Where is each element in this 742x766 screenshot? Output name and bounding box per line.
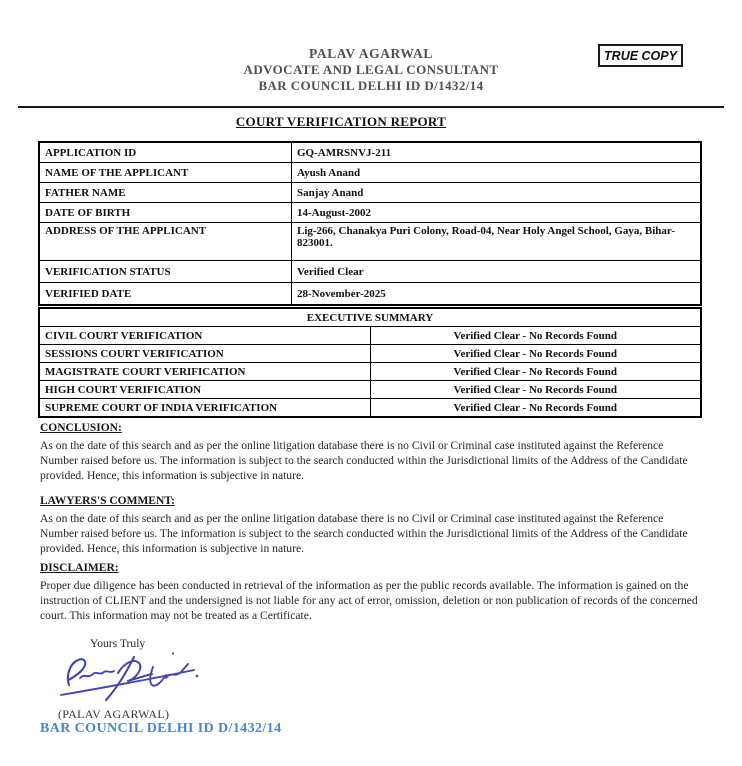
true-copy-stamp: TRUE COPY	[598, 44, 683, 67]
row-label: VERIFICATION STATUS	[39, 261, 292, 283]
letterhead-name: PALAV AGARWAL	[309, 46, 433, 61]
table-header-row	[39, 308, 701, 327]
table-row	[39, 163, 701, 183]
executive-summary-heading: EXECUTIVE SUMMARY	[39, 308, 701, 327]
row-value: Verified Clear - No Records Found	[370, 381, 701, 399]
row-label: VERIFIED DATE	[39, 283, 292, 306]
signatory-name: (PALAV AGARWAL)	[58, 707, 170, 721]
lawyers-comment-heading: LAWYERS'S COMMENT:	[40, 495, 175, 507]
letterhead-bar-id: BAR COUNCIL DELHI ID D/1432/14	[258, 78, 484, 93]
applicant-table	[38, 141, 702, 306]
row-value: Verified Clear - No Records Found	[370, 363, 701, 381]
disclaimer-section	[40, 562, 702, 623]
row-label: FATHER NAME	[39, 183, 292, 203]
signature-image	[56, 651, 206, 706]
conclusion-section	[40, 422, 702, 483]
row-value: Sanjay Anand	[292, 183, 702, 203]
lawyers-comment-body: As on the date of this search and as per the online litigation database there is no Civil or Criminal case instituted against the Reference Number raised before us. The information is subject to the search conducted within the Jurisdictional limits of the Address of the Candidate provided. Hence, this information is subjective in nature.	[40, 512, 688, 555]
table-row	[39, 261, 701, 283]
letterhead	[0, 46, 742, 94]
letterhead-role: ADVOCATE AND LEGAL CONSULTANT	[243, 62, 499, 77]
row-label: DATE OF BIRTH	[39, 203, 292, 223]
row-label: APPLICATION ID	[39, 142, 292, 163]
table-row	[39, 327, 701, 345]
table-row	[39, 363, 701, 381]
row-value: Verified Clear	[292, 261, 702, 283]
table-row	[39, 345, 701, 363]
disclaimer-heading: DISCLAIMER:	[40, 562, 119, 574]
conclusion-body: As on the date of this search and as per the online litigation database there is no Civil or Criminal case instituted against the Reference Number raised before us. The information is subject to the search conducted within the Jurisdictional limits of the Address of the Candidate provided. Hence, this information is subjective in nature.	[40, 439, 688, 482]
report-title: COURT VERIFICATION REPORT	[235, 114, 447, 129]
table-row	[39, 142, 701, 163]
row-value: Ayush Anand	[292, 163, 702, 183]
row-label: SESSIONS COURT VERIFICATION	[39, 345, 370, 363]
table-row	[39, 183, 701, 203]
row-value: 14-August-2002	[292, 203, 702, 223]
row-label: NAME OF THE APPLICANT	[39, 163, 292, 183]
row-label: HIGH COURT VERIFICATION	[39, 381, 370, 399]
row-label: CIVIL COURT VERIFICATION	[39, 327, 370, 345]
table-row	[39, 399, 701, 418]
table-row	[39, 223, 701, 261]
conclusion-heading: CONCLUSION:	[40, 422, 122, 434]
row-value: Verified Clear - No Records Found	[370, 399, 701, 418]
row-value: Lig-266, Chanakya Puri Colony, Road-04, Near Holy Angel School, Gaya, Bihar-823001.	[292, 223, 702, 261]
row-value: 28-November-2025	[292, 283, 702, 306]
table-row	[39, 283, 701, 306]
row-label: MAGISTRATE COURT VERIFICATION	[39, 363, 370, 381]
row-value: Verified Clear - No Records Found	[370, 345, 701, 363]
row-value: Verified Clear - No Records Found	[370, 327, 701, 345]
closing-text: Yours Truly	[90, 637, 146, 650]
lawyers-comment-section	[40, 495, 702, 556]
signatory-bar-council-id: BAR COUNCIL DELHI ID D/1432/14	[40, 721, 282, 736]
row-value: GQ-AMRSNVJ-211	[292, 142, 702, 163]
table-row	[39, 381, 701, 399]
row-label: SUPREME COURT OF INDIA VERIFICATION	[39, 399, 370, 418]
header-divider	[18, 106, 724, 108]
row-label: ADDRESS OF THE APPLICANT	[39, 223, 292, 261]
executive-summary-table	[38, 307, 702, 418]
table-row	[39, 203, 701, 223]
disclaimer-body: Proper due diligence has been conducted in retrieval of the information as per the public records available. The information is gained on the instruction of CLIENT and the undersigned is not liable for any act of error, omission, deletion or non publication of records of the concerned court. This information may not be treated as a Certificate.	[40, 579, 698, 622]
